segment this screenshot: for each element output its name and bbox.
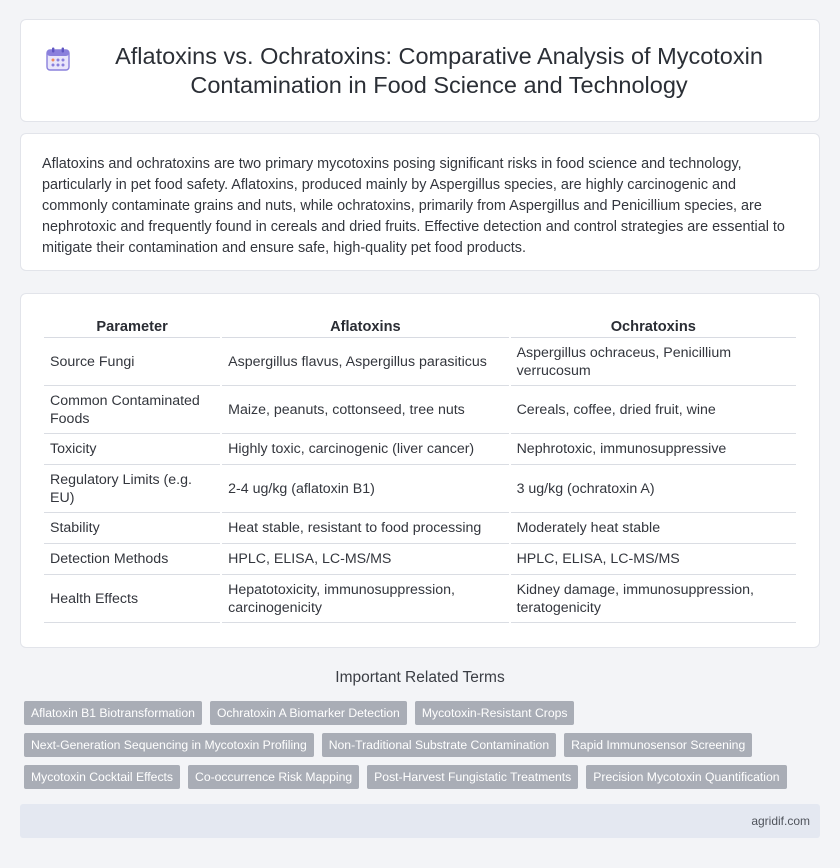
footer (20, 804, 820, 838)
related-terms-title: Important Related Terms (335, 669, 505, 686)
tag-ochratoxin-a-biomarker-detection[interactable]: Ochratoxin A Biomarker Detection (210, 701, 407, 725)
table-row (44, 513, 796, 544)
tag-row (24, 701, 824, 725)
tag-non-traditional-substrate-contamination[interactable]: Non-Traditional Substrate Contamination (322, 733, 556, 757)
table-row (44, 434, 796, 465)
tag-rapid-immunosensor-screening[interactable]: Rapid Immunosensor Screening (564, 733, 752, 757)
table-cell-aflatoxins: Aspergillus flavus, Aspergillus parasiticus (222, 338, 508, 386)
table-row (44, 575, 796, 623)
related-terms-tags (24, 701, 824, 797)
table-cell-parameter: Stability (44, 513, 220, 544)
table-cell-ochratoxins: Cereals, coffee, dried fruit, wine (511, 386, 796, 434)
tag-post-harvest-fungistatic-treatments[interactable]: Post-Harvest Fungistatic Treatments (367, 765, 578, 789)
table-cell-ochratoxins: Kidney damage, immunosuppression, teratogenicity (511, 575, 796, 623)
tag-mycotoxin-resistant-crops[interactable]: Mycotoxin-Resistant Crops (415, 701, 575, 725)
table-cell-parameter: Toxicity (44, 434, 220, 465)
intro-paragraph: Aflatoxins and ochratoxins are two primary mycotoxins posing significant risks in food science and technology, particularly in pet food safety. Aflatoxins, produced mainly by Aspergillus species, are highly carcinogenic and commonly contaminate grains and nuts, while ochratoxins, primarily from Aspergillus and Penicillium species, are nephrotoxic and frequently found in cereals and dried fruits. Effective detection and control strategies are essential to mitigate their contamination and ensure safe, high-quality pet food products. (42, 156, 785, 256)
tag-next-generation-sequencing[interactable]: Next-Generation Sequencing in Mycotoxin Profiling (24, 733, 314, 757)
table-cell-aflatoxins: Hepatotoxicity, immunosuppression, carcinogenicity (222, 575, 508, 623)
title-wrap (21, 42, 819, 100)
table-cell-aflatoxins: Maize, peanuts, cottonseed, tree nuts (222, 386, 508, 434)
tag-row (24, 765, 824, 789)
intro-card (20, 133, 820, 271)
table-cell-ochratoxins: 3 ug/kg (ochratoxin A) (511, 465, 796, 513)
table-cell-ochratoxins: Aspergillus ochraceus, Penicillium verrucosum (511, 338, 796, 386)
table-cell-aflatoxins: Heat stable, resistant to food processing (222, 513, 508, 544)
table-cell-ochratoxins: HPLC, ELISA, LC-MS/MS (511, 544, 796, 575)
table-header-row (44, 310, 796, 338)
tag-precision-mycotoxin-quantification[interactable]: Precision Mycotoxin Quantification (586, 765, 786, 789)
table-row (44, 386, 796, 434)
table-cell-ochratoxins: Moderately heat stable (511, 513, 796, 544)
table-cell-aflatoxins: HPLC, ELISA, LC-MS/MS (222, 544, 508, 575)
title-card (20, 19, 820, 122)
table-row (44, 338, 796, 386)
table-cell-ochratoxins: Nephrotoxic, immunosuppressive (511, 434, 796, 465)
column-header-parameter: Parameter (44, 310, 220, 338)
table-row (44, 544, 796, 575)
comparison-table-card (20, 293, 820, 648)
tag-row (24, 733, 824, 757)
tag-aflatoxin-b1-biotransformation[interactable]: Aflatoxin B1 Biotransformation (24, 701, 202, 725)
page-title: Aflatoxins vs. Ochratoxins: Comparative Analysis of Mycotoxin Contamination in Food Science and Technology (115, 42, 763, 98)
table-cell-aflatoxins: 2-4 ug/kg (aflatoxin B1) (222, 465, 508, 513)
tag-co-occurrence-risk-mapping[interactable]: Co-occurrence Risk Mapping (188, 765, 359, 789)
comparison-table (42, 310, 798, 623)
table-cell-parameter: Source Fungi (44, 338, 220, 386)
tag-mycotoxin-cocktail-effects[interactable]: Mycotoxin Cocktail Effects (24, 765, 180, 789)
table-cell-parameter: Health Effects (44, 575, 220, 623)
table-cell-parameter: Detection Methods (44, 544, 220, 575)
column-header-aflatoxins: Aflatoxins (222, 310, 508, 338)
table-cell-aflatoxins: Highly toxic, carcinogenic (liver cancer) (222, 434, 508, 465)
calendar-icon (45, 46, 71, 72)
table-cell-parameter: Regulatory Limits (e.g. EU) (44, 465, 220, 513)
footer-site-link[interactable]: agridif.com (751, 814, 810, 828)
table-cell-parameter: Common Contaminated Foods (44, 386, 220, 434)
column-header-ochratoxins: Ochratoxins (511, 310, 796, 338)
table-row (44, 465, 796, 513)
